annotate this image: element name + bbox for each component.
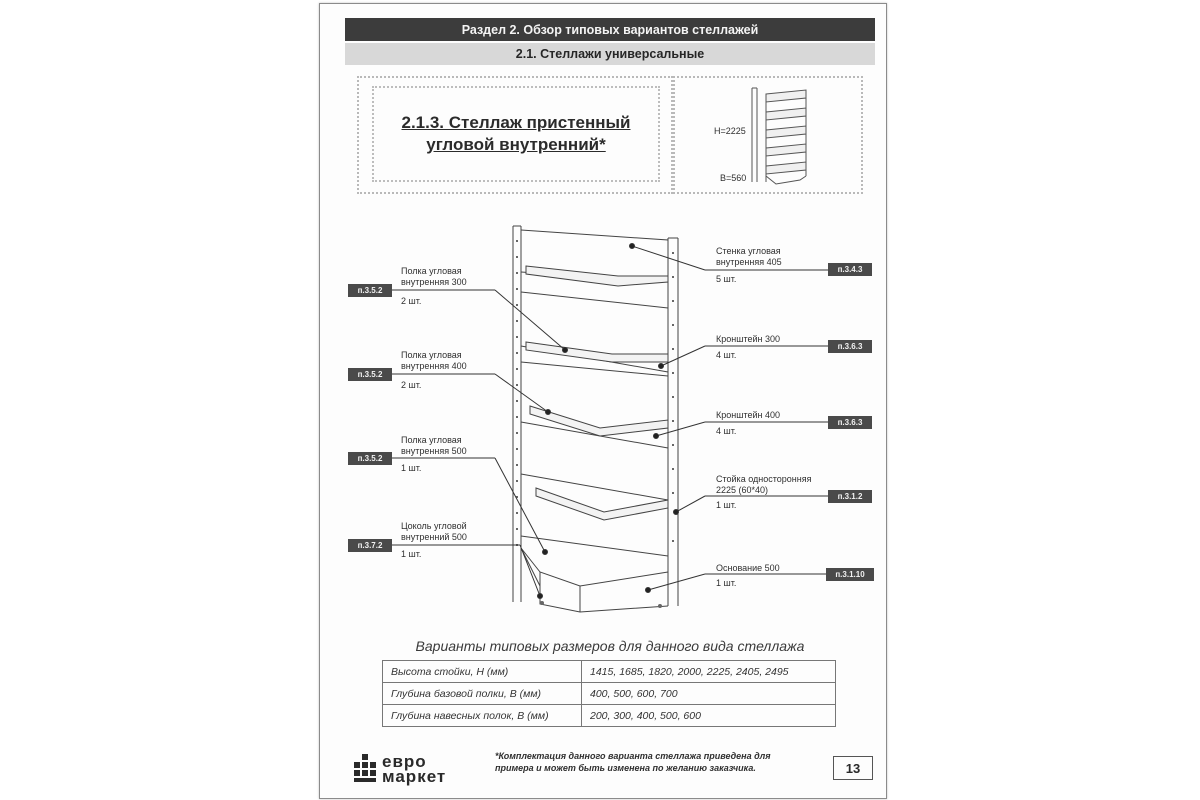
footnote-line2: примера и может быть изменена по желанию заказчика.	[495, 763, 756, 773]
evromarket-logo	[352, 748, 482, 788]
part-label: Стойка односторонняя	[716, 474, 812, 484]
table-cell-values: 1415, 1685, 1820, 2000, 2225, 2405, 2495	[582, 661, 836, 683]
page-title-line2: угловой внутренний*	[426, 135, 606, 154]
part-qty: 1 шт.	[716, 578, 737, 588]
part-label: Полка угловая	[401, 350, 462, 360]
section-header: Раздел 2. Обзор типовых вариантов стеллажей	[345, 18, 875, 41]
part-qty: 2 шт.	[401, 380, 422, 390]
ref-badge: п.3.5.2	[348, 368, 392, 381]
page-title: 2.1.3. Стеллаж пристенный	[401, 113, 631, 132]
page-number: 13	[833, 756, 873, 780]
logo-text-line1: евро	[382, 752, 427, 771]
part-label-line2: внутренняя 300	[401, 277, 467, 287]
footnote-line1: *Комплектация данного варианта стеллажа приведена для	[495, 751, 771, 761]
part-label-line2: внутренняя 405	[716, 257, 782, 267]
table-cell-param: Глубина навесных полок, B (мм)	[383, 705, 582, 727]
dimension-depth: B=560	[720, 173, 747, 183]
ref-badge: п.3.1.10	[826, 568, 874, 581]
table-row	[383, 705, 836, 727]
ref-badge: п.3.6.3	[828, 416, 872, 429]
part-label: Кронштейн 400	[716, 410, 780, 420]
ref-badge: п.3.5.2	[348, 452, 392, 465]
part-label: Основание 500	[716, 563, 780, 573]
part-qty: 2 шт.	[401, 296, 422, 306]
logo-text-line2: маркет	[382, 767, 447, 786]
sizes-table	[382, 660, 836, 727]
part-label: Стенка угловая	[716, 246, 781, 256]
part-qty: 1 шт.	[401, 549, 422, 559]
part-label-line2: внутренняя 400	[401, 361, 467, 371]
part-label-line2: внутренний 500	[401, 532, 467, 542]
ref-badge: п.3.7.2	[348, 539, 392, 552]
part-label-line2: 2225 (60*40)	[716, 485, 769, 495]
part-label: Кронштейн 300	[716, 334, 780, 344]
part-qty: 4 шт.	[716, 426, 737, 436]
footnote	[495, 750, 825, 774]
table-row	[383, 661, 836, 683]
part-label-line2: внутренняя 500	[401, 446, 467, 456]
ref-badge: п.3.5.2	[348, 284, 392, 297]
ref-badge: п.3.1.2	[828, 490, 872, 503]
part-label: Цоколь угловой	[401, 521, 467, 531]
table-row	[383, 683, 836, 705]
subsection-header: 2.1. Стеллажи универсальные	[345, 43, 875, 65]
sizes-caption: Варианты типовых размеров для данного вида стеллажа	[415, 638, 805, 654]
part-qty: 5 шт.	[716, 274, 737, 284]
table-cell-param: Высота стойки, H (мм)	[383, 661, 582, 683]
table-cell-values: 400, 500, 600, 700	[582, 683, 836, 705]
part-qty: 4 шт.	[716, 350, 737, 360]
dimension-height: H=2225	[714, 126, 746, 136]
part-qty: 1 шт.	[401, 463, 422, 473]
table-cell-param: Глубина базовой полки, B (мм)	[383, 683, 582, 705]
ref-badge: п.3.6.3	[828, 340, 872, 353]
table-cell-values: 200, 300, 400, 500, 600	[582, 705, 836, 727]
part-qty: 1 шт.	[716, 500, 737, 510]
ref-badge: п.3.4.3	[828, 263, 872, 276]
part-label: Полка угловая	[401, 435, 462, 445]
part-label: Полка угловая	[401, 266, 462, 276]
